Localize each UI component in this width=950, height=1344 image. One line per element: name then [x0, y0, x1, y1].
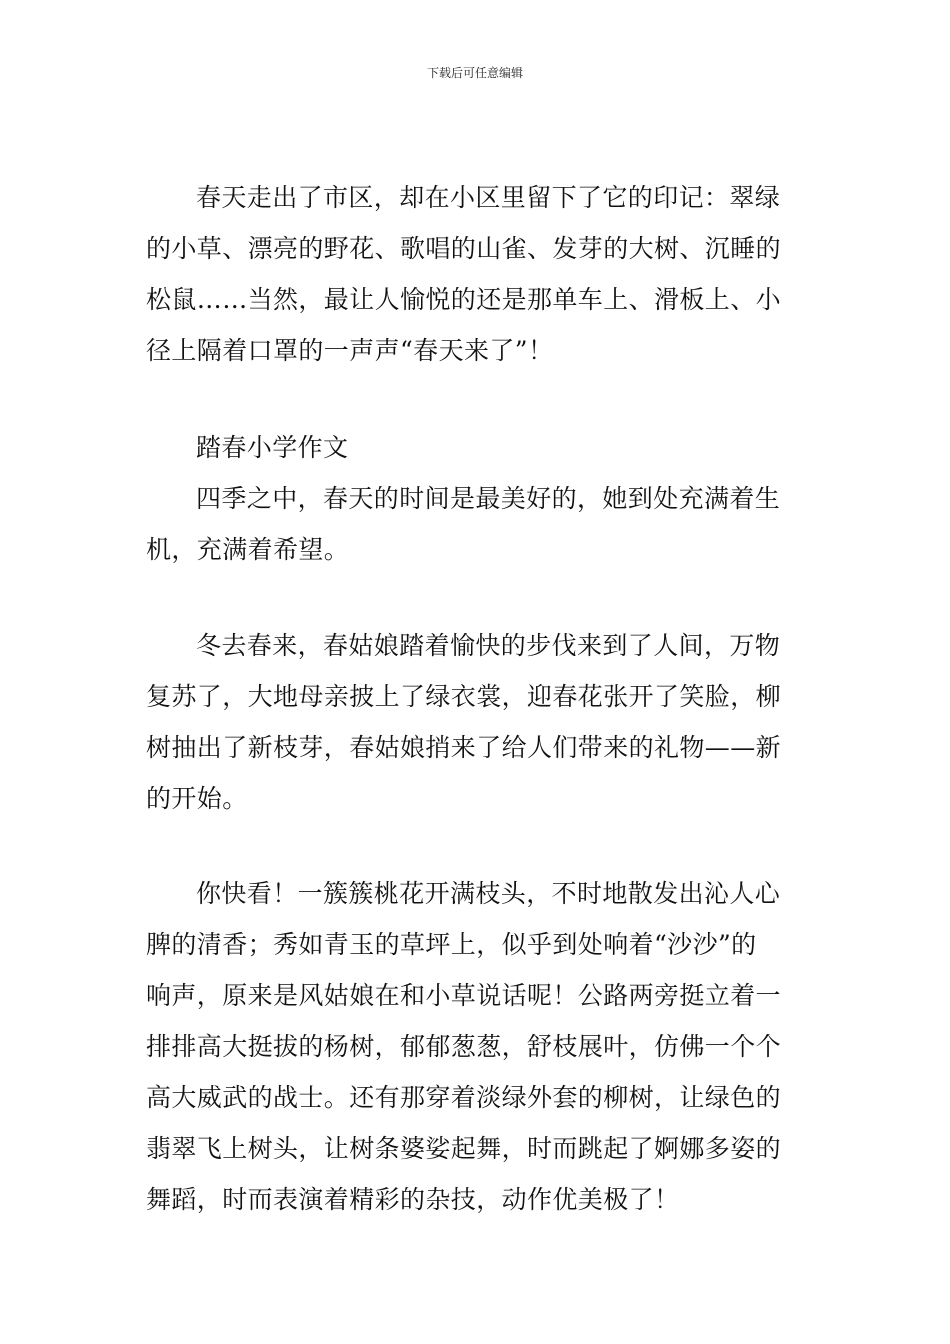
- essay-title-text: 踏春小学作文: [196, 433, 349, 462]
- paragraph-line: 的开始。: [146, 784, 248, 813]
- paragraph-four-seasons: [146, 473, 806, 575]
- paragraph-line: 树抽出了新枝芽，春姑娘捎来了给人们带来的礼物——新: [146, 733, 782, 762]
- paragraph-line: 响声，原来是风姑娘在和小草说话呢！公路两旁挺立着一: [146, 981, 782, 1010]
- paragraph-line: 冬去春来，春姑娘踏着愉快的步伐来到了人间，万物: [196, 631, 781, 660]
- paragraph-line: 排排高大挺拔的杨树，郁郁葱葱，舒枝展叶，仿佛一个个: [146, 1032, 782, 1061]
- paragraph-line: 松鼠……当然，最让人愉悦的还是那单车上、滑板上、小: [146, 285, 782, 314]
- paragraph-line: 春天走出了市区，却在小区里留下了它的印记：翠绿: [196, 183, 781, 212]
- paragraph-line: 翡翠飞上树头，让树条婆娑起舞，时而跳起了婀娜多姿的: [146, 1134, 782, 1163]
- page-header-note: 下载后可任意编辑: [426, 66, 523, 80]
- paragraph-line: 四季之中，春天的时间是最美好的，她到处充满着生: [196, 484, 781, 513]
- paragraph-line: 复苏了，大地母亲披上了绿衣裳，迎春花张开了笑脸，柳: [146, 682, 782, 711]
- paragraph-spring-memories: [146, 172, 806, 376]
- paragraph-line: 脾的清香；秀如青玉的草坪上，似乎到处响着“沙沙”的: [146, 930, 757, 959]
- paragraph-line: 舞蹈，时而表演着精彩的杂技，动作优美极了！: [146, 1185, 680, 1214]
- paragraph-spring-scenery: [146, 868, 806, 1225]
- paragraph-line: 的小草、漂亮的野花、歌唱的山雀、发芽的大树、沉睡的: [146, 234, 782, 263]
- paragraph-line: 高大威武的战士。还有那穿着淡绿外套的柳树，让绿色的: [146, 1083, 782, 1112]
- paragraph-spring-arrives: [146, 620, 806, 824]
- paragraph-line: 你快看！一簇簇桃花开满枝头，不时地散发出沁人心: [196, 879, 781, 908]
- paragraph-line: 径上隔着口罩的一声声“春天来了”！: [146, 336, 554, 365]
- essay-title: [146, 422, 806, 473]
- paragraph-line: 机，充满着希望。: [146, 535, 350, 564]
